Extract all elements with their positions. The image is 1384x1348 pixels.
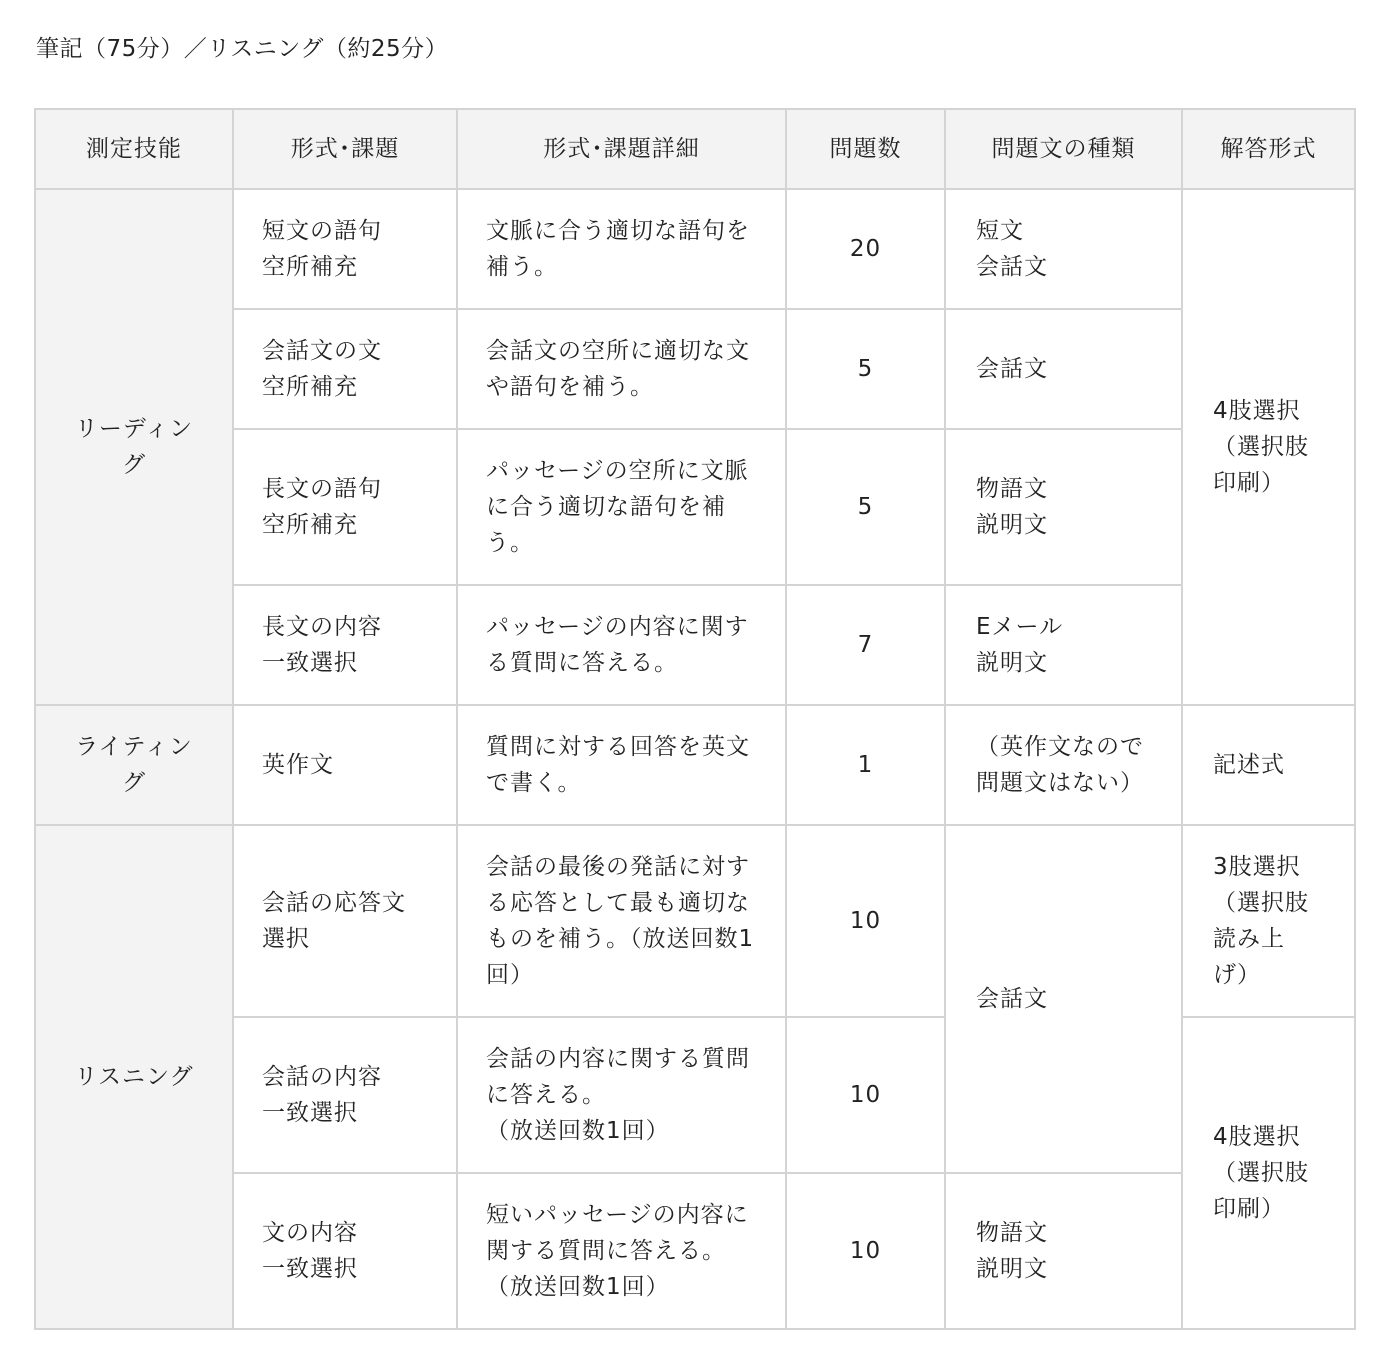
detail-cell: パッセージの空所に文脈に合う適切な語句を補う。 [457, 429, 786, 585]
answer-format-reading: 4肢選択 （選択肢 印刷） [1182, 189, 1355, 705]
text-type-cell: 物語文 説明文 [945, 429, 1182, 585]
header-answer-format: 解答形式 [1182, 109, 1355, 189]
count-cell: 10 [786, 1173, 945, 1329]
skill-writing: ライティング [35, 705, 233, 825]
task-cell: 短文の語句 空所補充 [233, 189, 457, 309]
count-cell: 10 [786, 825, 945, 1017]
detail-cell: 会話の最後の発話に対する応答として最も適切なものを補う。（放送回数1回） [457, 825, 786, 1017]
detail-cell: 質問に対する回答を英文で書く。 [457, 705, 786, 825]
count-cell: 7 [786, 585, 945, 705]
detail-cell: 会話の内容に関する質問に答える。 （放送回数1回） [457, 1017, 786, 1173]
table-row [35, 585, 1355, 705]
text-type-cell-shared: 会話文 [945, 825, 1182, 1173]
task-cell: 英作文 [233, 705, 457, 825]
task-cell: 会話の内容 一致選択 [233, 1017, 457, 1173]
count-cell: 20 [786, 189, 945, 309]
task-cell: 会話文の文 空所補充 [233, 309, 457, 429]
text-type-cell: 会話文 [945, 309, 1182, 429]
skill-reading: リーディング [35, 189, 233, 705]
header-text-type: 問題文の種類 [945, 109, 1182, 189]
table-row [35, 825, 1355, 1017]
detail-cell: 文脈に合う適切な語句を補う。 [457, 189, 786, 309]
text-type-cell: （英作文なので問題文はない） [945, 705, 1182, 825]
header-question-count: 問題数 [786, 109, 945, 189]
detail-cell: パッセージの内容に関する質問に答える。 [457, 585, 786, 705]
detail-cell: 会話文の空所に適切な文や語句を補う。 [457, 309, 786, 429]
header-row [35, 109, 1355, 189]
exam-format-table [34, 108, 1356, 1330]
text-type-cell: 短文 会話文 [945, 189, 1182, 309]
count-cell: 1 [786, 705, 945, 825]
header-skill: 測定技能 [35, 109, 233, 189]
answer-format-listening-2: 4肢選択 （選択肢 印刷） [1182, 1017, 1355, 1329]
answer-format-listening-1: 3肢選択 （選択肢 読み上 げ） [1182, 825, 1355, 1017]
table-row [35, 189, 1355, 309]
detail-cell: 短いパッセージの内容に関する質問に答える。 （放送回数1回） [457, 1173, 786, 1329]
count-cell: 10 [786, 1017, 945, 1173]
count-cell: 5 [786, 429, 945, 585]
table-row [35, 1173, 1355, 1329]
skill-listening: リスニング [35, 825, 233, 1329]
header-task: 形式･課題 [233, 109, 457, 189]
text-type-cell: Eメール 説明文 [945, 585, 1182, 705]
task-cell: 長文の内容 一致選択 [233, 585, 457, 705]
answer-format-writing: 記述式 [1182, 705, 1355, 825]
page-caption: 筆記（75分）／リスニング（約25分） [36, 36, 449, 62]
table-row [35, 309, 1355, 429]
text-type-cell: 物語文 説明文 [945, 1173, 1182, 1329]
table-row [35, 429, 1355, 585]
task-cell: 文の内容 一致選択 [233, 1173, 457, 1329]
task-cell: 長文の語句 空所補充 [233, 429, 457, 585]
table-row [35, 705, 1355, 825]
count-cell: 5 [786, 309, 945, 429]
task-cell: 会話の応答文 選択 [233, 825, 457, 1017]
header-task-detail: 形式･課題詳細 [457, 109, 786, 189]
